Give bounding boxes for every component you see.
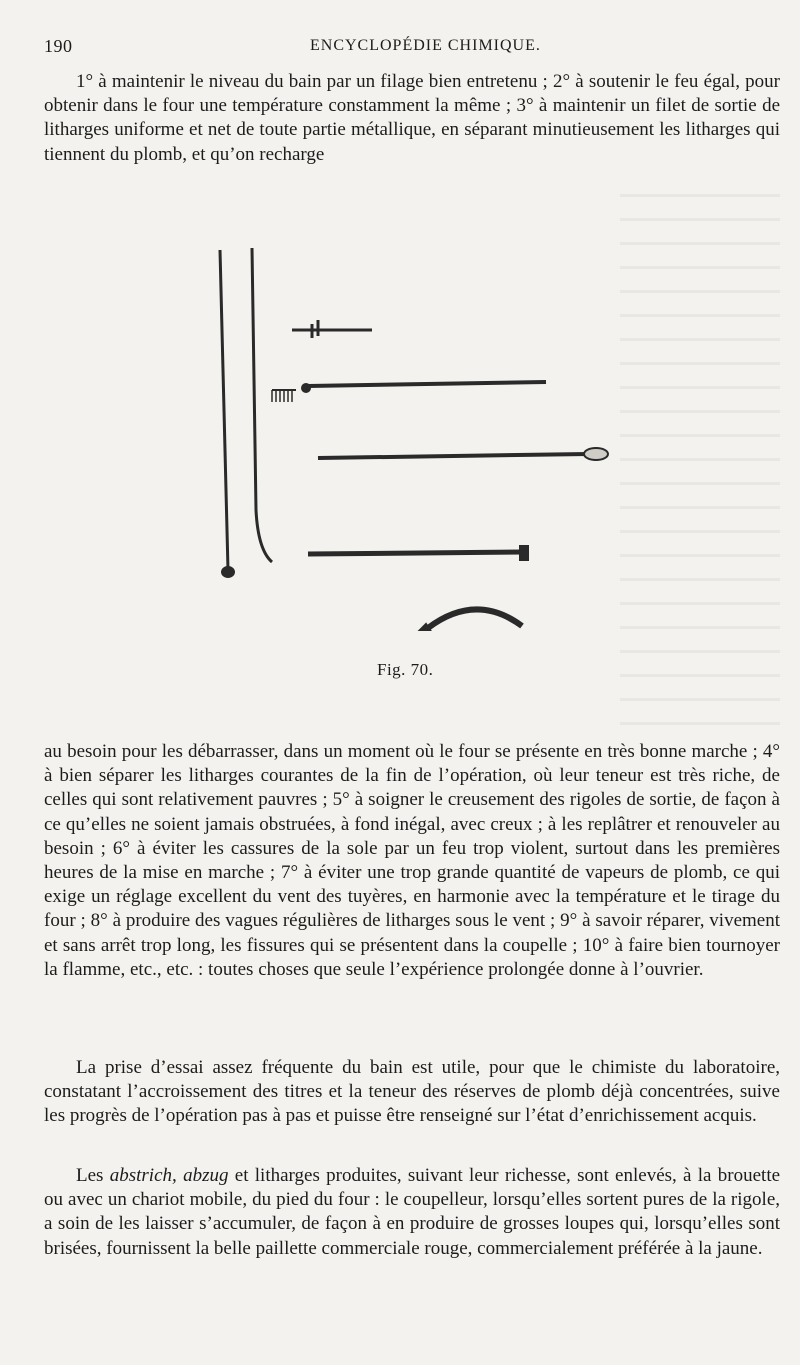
paragraph-4: [44, 1164, 780, 1261]
tee-tool: [292, 320, 372, 338]
page-header: [44, 36, 774, 66]
running-title: ENCYCLOPÉDIE CHIMIQUE.: [310, 37, 541, 54]
paragraph-1: 1° à maintenir le niveau du bain par un filage bien entretenu ; 2° à soutenir le feu égal, pour obtenir dans le four une température constamment la même ; 3° à maintenir un filet de sortie de litharges uniforme et net de toute partie métallique, en séparant minutieusement les litharges qui tiennent du plomb, et qu’on recharge: [44, 71, 780, 165]
tools-illustration: [200, 240, 620, 680]
figure-caption: Fig. 70.: [377, 660, 434, 679]
curved-blade-tool: [428, 609, 522, 628]
rake-tool: [272, 382, 546, 402]
page-number: 190: [44, 36, 73, 56]
term-abstrich: abstrich,: [109, 1165, 177, 1186]
paragraph-2: au besoin pour les débarrasser, dans un moment où le four se présente en très bonne marche ; 4° à bien séparer les litharges courantes de la fin de l’opération, où leur teneur est très riche, de celles qui sont relativement pauvres ; 5° à soigner le creusement des rigoles de sortie, de façon à ce qu’elles ne soient jamais obstruées, à fond inégal, avec creux ; à les replâtrer et renouveler au besoin ; 6° à éviter les cassures de la sole par un feu trop violent, surtout dans les premières heures de la mise en marche ; 7° à éviter une trop grande quantité de vapeurs de plomb, ce qui exige un réglage excellent du vent des tuyères, en harmonie avec la température et le tirage du four ; 8° à produire des vagues régulières de litharges sous le vent ; 9° à savoir réparer, vivement et sans arrêt trop long, les fissures qui se présentent dans la coupelle ; 10° à faire bien tournoyer la flamme, etc., etc. : toutes choses que seule l’expérience prolongée donne à l’ouvrier.: [44, 741, 780, 980]
term-abzug: abzug: [183, 1165, 229, 1186]
hooked-rod-tool: [252, 248, 272, 562]
paragraph-4-body: et litharges produites, suivant leur richesse, sont enlevés, à la brouette ou avec un chariot mobile, du pied du four : le coupelleur, lorsqu’elles sortent pures de la rigole, a soin de les laisser s’accumuler, de façon à en produire de grosses loupes qui, lorsqu’elles sont brisées, fournissent la belle paillette commerciale rouge, commercialement préférée à la jaune.: [44, 1165, 781, 1259]
bar-tool: [308, 546, 528, 560]
paragraph-3: La prise d’essai assez fréquente du bain est utile, pour que le chimiste du laboratoire, constatant l’accroissement des titres et la teneur des réserves de plomb déjà concentrées, suive les progrès de l’opération pas à pas et puisse être renseigné sur l’état d’enrichissement acquis.: [44, 1057, 780, 1127]
rod-tool: [220, 250, 228, 570]
ladle-tool: [318, 448, 608, 460]
paragraph-4-lead: Les: [76, 1165, 104, 1186]
show-through-text: [620, 180, 780, 740]
